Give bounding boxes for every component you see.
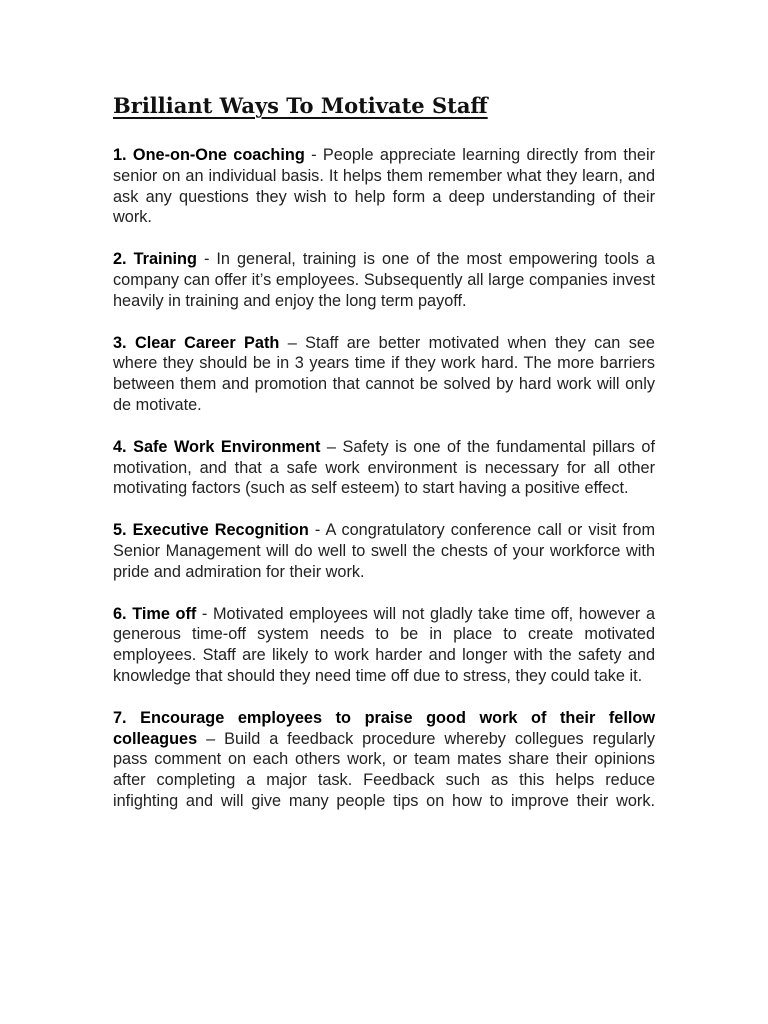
item-separator: - — [304, 146, 323, 164]
item-body: Motivated employees will not gladly take time off, however a generous time-off system needs to be in place to create motivated employees. Staff are likely to work harder and longer with the safety and knowledge that should they need time off due to stress, they could take it. — [113, 604, 656, 685]
item-heading: 6. Time off — [113, 604, 197, 623]
item-heading: 5. Executive Recognition — [113, 521, 309, 540]
item-separator: – — [279, 333, 306, 352]
item-body: People appreciate learning directly from their senior on an individual basis. It helps them remember what they learn, and ask any questions they wish to help form a deep understanding of their work. — [113, 146, 655, 227]
item-heading: 1. One-on-One coaching — [113, 146, 305, 164]
list-item-safe-work-environment — [113, 437, 655, 499]
item-heading: 4. Safe Work Environment — [113, 437, 321, 456]
item-body: In general, training is one of the most empowering tools a company can offer it’s employees. Subsequently all large companies invest heavily in training and enjoy the long term payoff. — [113, 250, 655, 310]
item-separator: - — [308, 521, 326, 540]
document-title: Brilliant Ways To Motivate Staff — [113, 93, 488, 118]
list-item-training — [113, 249, 655, 311]
item-separator: - — [196, 250, 217, 269]
item-body: Safety is one of the fundamental pillars of motivation, and that a safe work environment is necessary for all other motivating factors (such as self esteem) to start having a positive effect. — [113, 437, 655, 498]
item-body: Staff are better motivated when they can see where they should be in 3 years time if they work hard. The more barriers between them and promotion that cannot be solved by hard work will only de motivate. — [113, 333, 655, 414]
item-list — [113, 145, 655, 833]
item-separator: – — [320, 437, 343, 456]
item-body: Build a feedback procedure whereby collegues regularly pass comment on each others work, or team mates share their opinions after completing a major task. Feedback such as this helps reduce infighting and will give many people tips on how to improve their work. — [113, 729, 656, 810]
list-item-encourage-praise — [113, 708, 655, 812]
item-heading: 2. Training — [113, 250, 197, 269]
list-item-one-on-one-coaching — [113, 145, 655, 228]
list-item-executive-recognition — [113, 520, 655, 582]
item-heading: 7. Encourage employees to praise good work of their fellow colleagues — [113, 708, 655, 748]
item-heading: 3. Clear Career Path — [113, 333, 280, 352]
list-item-clear-career-path — [113, 333, 655, 416]
item-separator: – — [197, 729, 225, 748]
item-body: A congratulatory conference call or visit from Senior Management will do well to swell the chests of your workforce with pride and admiration for their work. — [113, 521, 656, 581]
item-separator: - — [196, 604, 213, 623]
list-item-time-off — [113, 604, 655, 687]
